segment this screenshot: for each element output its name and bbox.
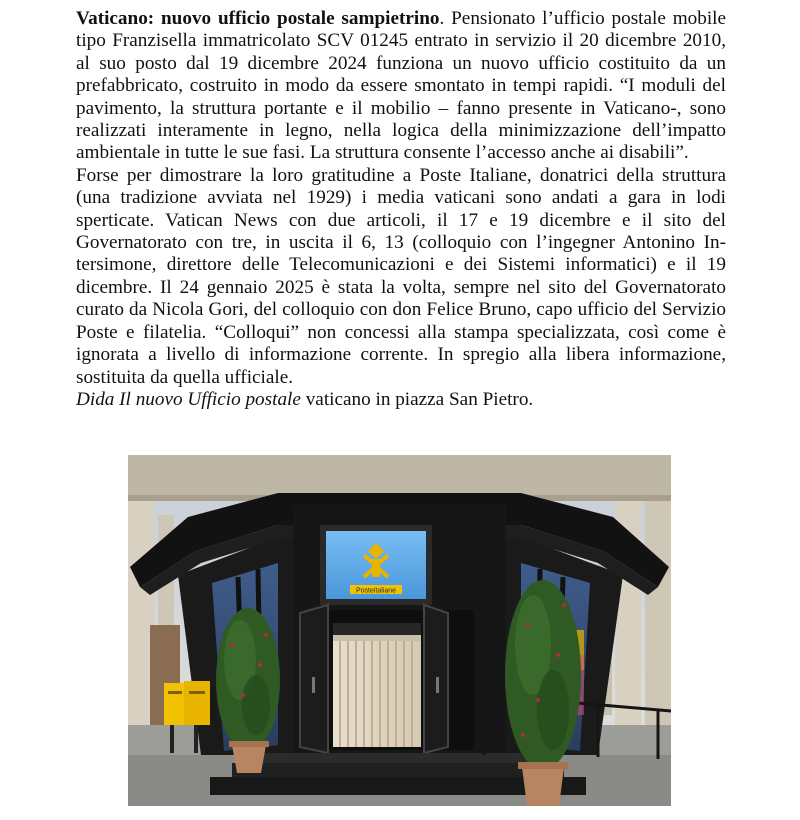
caption-lead: Dida Il nuovo Ufficio postale (76, 388, 301, 410)
photo-illustration (128, 455, 671, 806)
headline: Vaticano: nuovo ufficio postale sampietrino (76, 8, 440, 29)
door-lintel (333, 623, 421, 635)
step-top (254, 753, 544, 763)
paragraph-1: Vaticano: nuovo ufficio postale sampietrino. Pensionato l’ufficio postale mobile tipo Franzisella immatricolato SCV 01245 entrato in servizio il 20 dicembre 2010, al suo posto dal 19 dicembre 2024 funziona un nuovo ufficio costituito da un prefabbricato, costruito in modo da essere smontato in tempi rapidi. “I moduli del pavimento, la struttura portante e il mobilio – fanno presente in Vaticano-, sono realizzati interamente in legno, nella logica della minimizzazione dell’impatto ambientale in tutte le sue fasi. La struttura consente l’accesso anche ai disabili”. (76, 8, 726, 164)
step-middle (232, 763, 564, 777)
photo-caption (76, 389, 726, 411)
paragraph-1-body: Pensionato l’ufficio postale mobile tipo Franzisella immatricolato SCV 01245 entrato in servizio il 20 dicembre 2010, al suo posto dal 19 dicembre 2024 funziona un nuovo ufficio costituito da un prefabbricato, costruito in modo da essere smontato in tempi rapidi. “I moduli del pavimento, la struttura portante e il mobilio – fanno presente in Vaticano-, sono realizzati interamente in legno, nella logica della minimizzazione dell’impatto ambientale in tutte le sue fasi. La struttura consente l’accesso anche ai disabili”. (76, 8, 726, 164)
caption-rest: vaticano in piazza San Pietro. (300, 388, 534, 410)
post-office-photo (128, 455, 671, 806)
screen-sign-text: Posteitaliane (355, 587, 397, 595)
paragraph-2: Forse per dimostrare la loro gratitudine a Poste Italiane, donatrici della struttura (una tradizione avviata nel 1929) i media vaticani sono andati a gara in lodi sperticate. Vatican News con due articoli, il 17 e 19 dicembre e il sito del Governatorato con tre, in uscita il 6, 13 (colloquio con l’ingegner Antonino Intersimone, direttore delle Telecomunicazioni e dei Sistemi informatici) e il 19 dicembre. Il 24 gennaio 2025 è stata la volta, sempre nel sito del Governatorato curato da Nicola Gori, del colloquio con don Felice Bruno, capo ufficio del Servizio Poste e filatelia. “Colloqui” non concessi alla stampa specializzata, così come è ignorata a livello di informazione corrente. In spregio alla libera informazione, sostituita da quella ufficiale. (76, 164, 726, 388)
door-handle-right (436, 677, 439, 693)
wooden-gate (333, 641, 421, 747)
door-handle-left (312, 677, 315, 693)
article (76, 8, 726, 411)
colonnade-entablature (128, 455, 671, 495)
